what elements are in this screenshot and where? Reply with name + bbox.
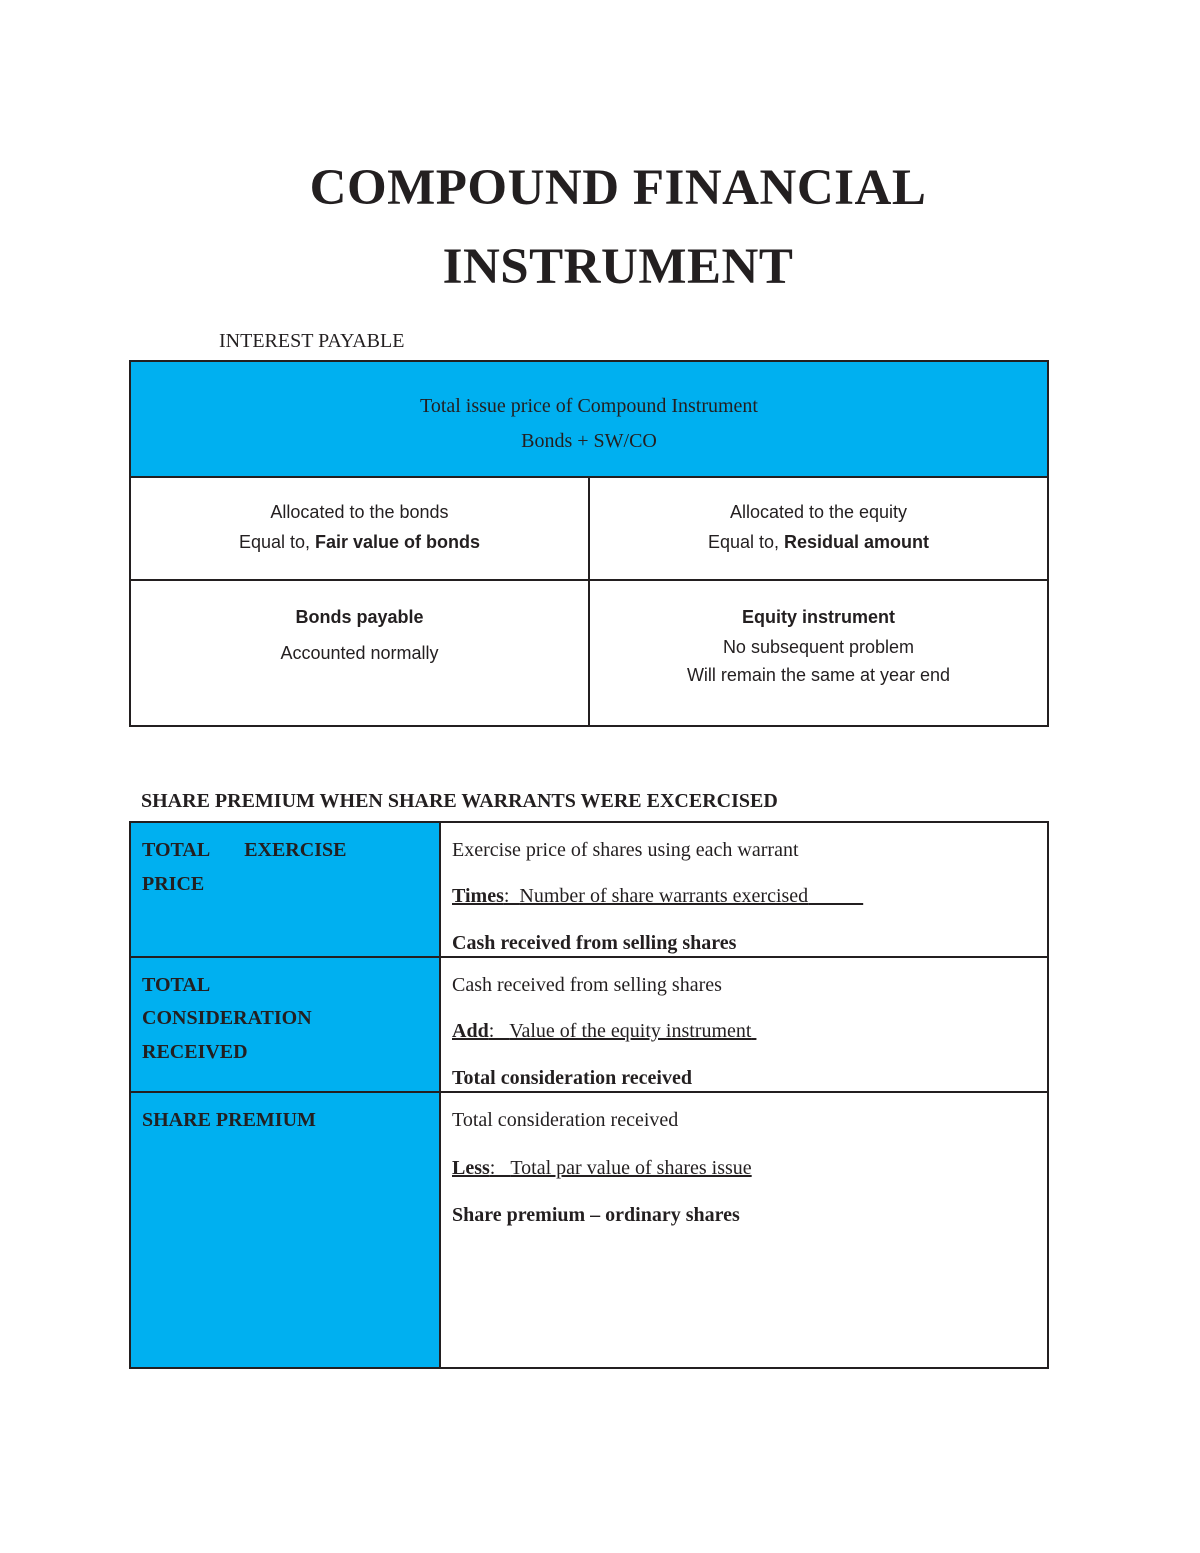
share-premium-calc-cell <box>441 1093 1047 1367</box>
fair-value-of-bonds: Fair value of bonds <box>315 532 481 552</box>
calc-operation-line: Add: Value of the equity instrument <box>452 1020 752 1042</box>
row-label-line: RECEIVED <box>142 1041 248 1063</box>
row-label-word: TOTAL <box>142 839 211 861</box>
total-consideration-calc-cell <box>441 958 1047 1093</box>
row-label-word: EXERCISE <box>244 839 347 861</box>
equity-allocation-prefix: Equal to, <box>707 532 779 552</box>
equity-instrument-cell <box>590 581 1047 725</box>
bonds-allocation-prefix: Equal to, <box>238 532 310 552</box>
operator-label: Less <box>452 1157 490 1179</box>
calc-result-line: Share premium – ordinary shares <box>452 1204 740 1226</box>
bonds-allocation-line: Allocated to the bonds <box>270 502 449 522</box>
equity-allocation-equal-line <box>590 532 1047 553</box>
bonds-payable-cell <box>131 581 590 725</box>
total-exercise-price-label-cell <box>131 823 441 958</box>
operator-label: Add <box>452 1020 489 1042</box>
bonds-allocation-equal-line <box>131 532 588 553</box>
bonds-allocation-cell <box>131 478 590 581</box>
operator-text: Total par value of shares issue <box>510 1157 752 1179</box>
equity-instrument-note-1: No subsequent problem <box>722 637 915 657</box>
operator-text: Number of share warrants exercised <box>519 885 809 907</box>
row-label-line: TOTAL <box>142 974 211 996</box>
header-line-bonds-plus-swco: Bonds + SW/CO <box>521 430 657 452</box>
row-label-line: PRICE <box>142 873 205 895</box>
calc-line: Exercise price of shares using each warrant <box>452 839 799 861</box>
equity-instrument-heading: Equity instrument <box>741 607 895 627</box>
header-line-total-issue-price: Total issue price of Compound Instrument <box>420 395 758 417</box>
compound-instrument-header-cell <box>131 362 1047 478</box>
calc-result-line: Cash received from selling shares <box>452 932 737 954</box>
row-label-line <box>142 839 346 862</box>
bonds-payable-note: Accounted normally <box>280 643 439 663</box>
share-premium-label-cell <box>131 1093 441 1367</box>
equity-allocation-cell <box>590 478 1047 581</box>
calc-operation-line: Less: Total par value of shares issue <box>452 1157 752 1179</box>
row-label-line: CONSIDERATION <box>142 1007 312 1029</box>
calc-result-line: Total consideration received <box>452 1067 692 1089</box>
calc-line: Cash received from selling shares <box>452 974 722 996</box>
bonds-payable-heading: Bonds payable <box>295 607 424 627</box>
calc-line: Total consideration received <box>452 1109 679 1131</box>
total-exercise-price-calc-cell <box>441 823 1047 958</box>
share-premium-table <box>129 821 1049 1369</box>
interest-payable-table <box>129 360 1049 727</box>
equity-allocation-line: Allocated to the equity <box>729 502 908 522</box>
page-title-line-1: COMPOUND FINANCIAL <box>309 160 927 216</box>
operator-text: Value of the equity instrument <box>509 1020 752 1042</box>
share-premium-heading: SHARE PREMIUM WHEN SHARE WARRANTS WERE EXCERCISED <box>141 790 778 812</box>
residual-amount: Residual amount <box>784 532 930 552</box>
operator-label: Times <box>452 885 504 907</box>
equity-instrument-note-2: Will remain the same at year end <box>686 665 951 685</box>
total-consideration-label-cell <box>131 958 441 1093</box>
calc-operation-line: Times: Number of share warrants exercised <box>452 885 809 907</box>
page-title-line-2: INSTRUMENT <box>442 239 794 295</box>
row-label-line: SHARE PREMIUM <box>142 1109 316 1131</box>
interest-payable-heading: INTEREST PAYABLE <box>219 330 405 352</box>
